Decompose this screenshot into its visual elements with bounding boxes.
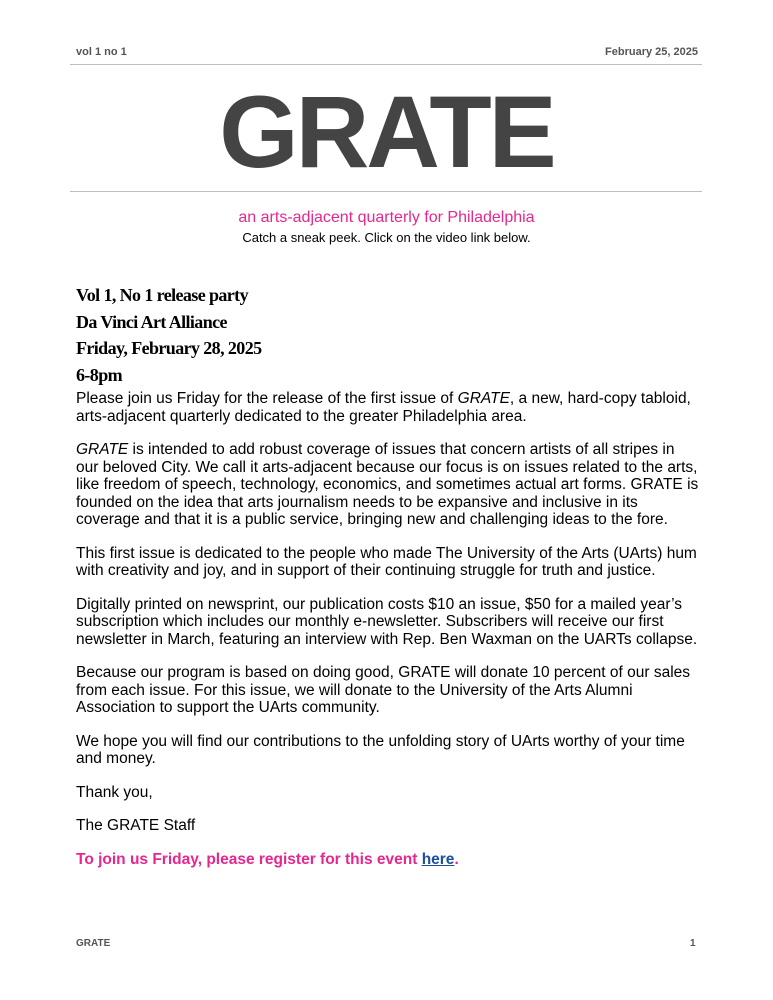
header-divider [70,64,702,65]
register-link[interactable]: here [421,850,455,868]
volume-label: vol 1 no 1 [76,46,127,58]
event-venue: Da Vinci Art Alliance [76,311,227,332]
paragraph: Because our program is based on doing good, GRATE will donate 10 percent of our sales from each issue. For this issue, we will donate to the University of the Arts Alumni Association to support the UArts community. [76,664,691,716]
paragraph: Please join us Friday for the release of the first issue of GRATE, a new, hard-copy tabloid, arts-adjacent quarterly dedicated to the greater Philadelphia area. [76,390,691,425]
masthead-title: GRATE [219,75,554,189]
event-details [76,282,262,388]
letter-body [76,390,700,884]
signature: The GRATE Staff [76,817,196,834]
issue-date: February 25, 2025 [605,46,698,58]
publication-name: GRATE [457,390,510,407]
teaser-text: Catch a sneak peek. Click on the video link below. [242,230,531,245]
paragraph: We hope you will find our contributions to the unfolding story of UArts worthy of your time and money. [76,732,685,767]
footer-publication-name: GRATE [76,938,111,949]
paragraph: This first issue is dedicated to the people who made The University of the Arts (UArts) hum with creativity and joy, and in support of their continuing struggle for truth and justice. [76,544,697,579]
event-time: 6-8pm [76,364,122,385]
tagline: an arts-adjacent quarterly for Philadelphia [238,209,535,226]
paragraph: Digitally printed on newsprint, our publication costs $10 an issue, $50 for a mailed year’s subscription which includes our monthly e-newsletter. Subscribers will receive our first newsletter in March, featuring an interview with Rep. Ben Waxman on the UARTs collapse. [76,595,698,648]
paragraph: GRATE is intended to add robust coverage of issues that concern artists of all stripes in our beloved City. We call it arts-adjacent because our focus is on issues related to the arts, like freedom of speech, technology, economics, and sometimes actual art forms. GRATE is founded on the idea that arts journalism needs to be expansive and inclusive in its coverage and that it is a public service, bringing new and challenging ideas to the fore. [76,441,699,528]
masthead-divider [70,191,702,192]
sign-off: Thank you, [76,783,153,801]
event-date: Friday, February 28, 2025 [76,338,262,358]
registration-call-to-action: To join us Friday, please register for this event here. [76,850,459,868]
page-number: 1 [690,938,696,949]
publication-name: GRATE [76,441,129,458]
event-title: Vol 1, No 1 release party [76,285,248,305]
